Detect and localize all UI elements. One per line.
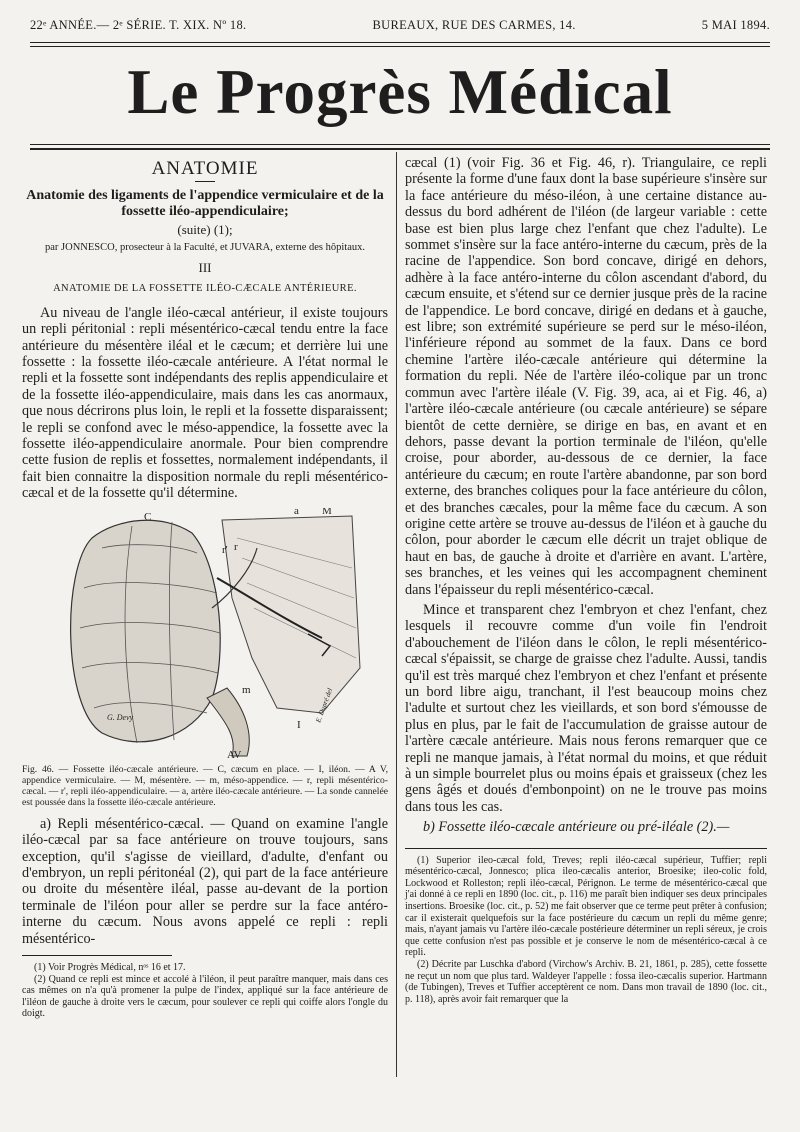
footnote-rule [22,955,172,956]
left-column [22,155,388,1020]
issue-date: 5 MAI 1894. [701,18,770,32]
artist-signature: E. Dupré del [314,686,335,724]
paragraph: Mince et transparent chez l'embryon et chez l'enfant, chez lesquels il recouvre comme d'un voile fin l'endroit d'abouchement de l'iléon dans le côlon, le repli mésentérico-cæcal s'épaissit, se charge de graisse chez l'adulte. Aussi, tandis qu'il est très marqué chez l'embryon et chez l'enfant et présente un bord libre aigu, tranchant, il l'est beaucoup moins chez l'adulte et surtout chez les vieillards, et son bord s'émousse de plus en plus, par le fait de l'accumulation de graisse autour de l'artère cæcale antérieure. Mais nous ferons remarquer que ce repli ne manque jamais, à l'état normal du moins, et que réduit à un simple bourrelet plus ou moins épais et graisseux (chez les gens âgés et doués d'embonpoint) on ne le trouve pas moins dans tous les cas. [405,601,767,815]
masthead-rule-2 [30,148,770,150]
fig-label-av: AV [227,748,242,760]
part-number: III [198,260,212,276]
section-rule [195,181,215,182]
fig-label-a: a [294,507,299,517]
article-title: Anatomie des ligaments de l'appendice vermiculaire et de la fossette iléo-appendiculaire; [26,188,384,220]
fig-label-i: I [297,718,301,731]
footnote: (2) Décrite par Luschka d'abord (Virchow's Archiv. B. 21, 1861, p. 285), cette fossette ne reçut un nom que plus tard. Waldeyer l'appelle : fossa ileo-cæcalis superior. Hartmann (de Tubingen), Treves et Tuffier acceptèrent ce nom. Dans mon travail de 1890 (loc. cit., p. 118), après avoir fait remarquer que la [405,959,767,1005]
fig-label-m-lower: m [242,683,251,696]
figure-46-drawing [22,508,388,760]
engraver-signature: G. Devy [107,712,134,722]
footnote: (2) Quand ce repli est mince et accolé à l'iléon, il peut paraître manquer, mais dans ces cas mêmes on n'a qu'à promener la pulpe de l'index, appliqué sur la face antérieure de l'iléon de gauche à droite vers le cæcum, pour soulever ce repli qui coiffe alors l'ongle du doigt. [22,973,388,1020]
paragraph: Au niveau de l'angle iléo-cæcal antérieur, il existe toujours un repli péritonial : repli mésentérico-cæcal tendu entre la face antérieure du mésentère iléal et le cæcum; et derrière lui une fossette : la fossette iléo-cæcale antérieure. A l'état normal le repli et la fossette sont indépendants des replis appendiculaire et de la fossette iléo-appendiculaire, mais dans les cas anormaux, que nous décrirons plus loin, le repli et la fossette disparaissent; le repli se confond avec le méso-appendice, la fossette avec la fossette iléo-appendiculaire anormale. Pour bien comprendre cette fusion de replis et fossettes, normalement indépendants, il fait bien connaitre la disposition normale du repli mésentérico-cæcal et de la fossette qu'il détermine. [22,304,388,502]
paragraph: cæcal (1) (voir Fig. 36 et Fig. 46, r). Triangulaire, ce repli présente la forme d'une faux dont la base supérieure s'insère sur la face antérieure du méso-iléon, à une certaine distance au-dessus du bord adhérent de l'iléon (de largeur variable : cette base est bien plus large chez l'enfant que chez l'adulte). Le sommet s'insère sur la face antéro-interne du cæcum, près de la racine de l'appendice. Son bord concave, dirigé en dehors, adhère à la face antéro-interne du côlon ascendant d'abord, du cæcum ensuite, et s'étend sur ce dernier jusque près de la racine de l'appendice. Le bord concave, dirigé en dedans et à gauche, est libre; son extrémité supérieure se perd sur le méso-iléon, l'inférieure répond au sommet de la faux. Dans ce bord chemine l'artère iléo-cæcale antérieure qui détermine la formation du repli. Née de l'artère iléo-colique par un tronc commun avec l'artère iléale (V. Fig. 39, aca, ai et Fig. 46, a) l'artère iléo-cæcale antérieure (ou cæcale antérieure) se sépare bientôt de cette dernière, se dirige en bas, en avant et en dehors, passe devant la portion terminale de l'iléon, qu'elle croise, pour aborder, au-dessous de ce dernier, la face antérieure du cæcum; en route l'artère abandonne, par son bord externe, des branches coliques pour la face antérieure du côlon, et des branches cæcales, pour la même face du cæcum. A son origine cette artère se trouve au-dessus de l'iléon et à gauche du côlon, pour aborder le cæcum elle décrit un trajet oblique de haut en bas, de gauche à droite et d'arrière en avant. L'artère, ses branches, et les veines qui les accompagnent cheminent dans l'épaisseur du repli mésentérico-cæcal. [405,155,767,598]
footnote: (1) Superior ileo-cæcal fold, Treves; repli iléo-cæcal supérieur, Tuffier; repli mésentérico-cæcal, Jonnesco; plica ileo-cæcalis anterior, Broesike; ileo-colic fold, Lockwood et Rolleston; repli iléo-cæcal, Pérignon. Le terme de mésentérico-cæcal que j'ai donné à ce repli en 1890 (loc. cit., p. 116) me paraît bien indiquer ses deux principales insertions. Broesike (loc. cit., p. 52) me fait observer que ce terme peut prêter à confusion; car il existerait quelquefois sur la face postérieure du cæcum un repli du même genre; mais, n'ayant jamais vu l'artère iléo-cæcale postérieure déterminer un repli séreux, je crois que cette confusion n'est pas possible et je conserve le nom de mésentérico-cæcal à ce repli. [405,854,767,959]
masthead-title: Le Progrès Médical [127,57,673,127]
paragraph: a) Repli mésentérico-cæcal. — Quand on examine l'angle iléo-cæcal par sa face antérieure on trouve toujours, sans exception, qu'il s'agisse de vieillard, d'adulte, d'enfant ou d'embryon, un repli péritonéal (2), qui part de la face antérieure ou droite du mésentère iléal, passe au-devant de la portion terminale de l'iléon pour aller se perdre sur la face antéro-interne du cæcum. Nous avons appelé ce repli : repli mésentérico- [22,815,388,947]
header-rule-top-2 [30,46,770,47]
fig-label-m: M [322,507,332,517]
office-address: BUREAUX, RUE DES CARMES, 14. [372,18,576,32]
header-rule-top [30,42,770,43]
subsection-heading: ANATOMIE DE LA FOSSETTE ILÉO-CÆCALE ANTÉRIEURE. [53,282,357,294]
figure-caption: Fig. 46. — Fossette iléo-cæcale antérieure. — C, cæcum en place. — I, iléon. — A V, appendice vermiculaire. — M, mésentère. — m, méso-appendice. — r, repli mésentérico-cæcal. — r', repli iléo-appendiculaire. — a, artère iléo-cæcale antérieure. — La sonde cannelée est poussée dans la fossette iléo-cæcale antérieure. [22,763,388,808]
fig-label-c: C [144,510,152,523]
footnote-rule [405,848,767,849]
right-column [405,155,767,1005]
byline: par JONNESCO, prosecteur à la Faculté, et JUVARA, externe des hôpitaux. [45,242,365,254]
anatomical-illustration [22,508,388,760]
fig-label-r: r [234,540,238,553]
fig-label-r-prime: r' [222,543,228,556]
issue-info: 22ᵉ ANNÉE.— 2ᵉ SÉRIE. T. XIX. Nº 18. [30,18,247,32]
running-head [30,18,770,33]
column-divider [396,152,397,1077]
article-suite: (suite) (1); [177,222,233,238]
subsection-heading: b) Fossette iléo-cæcale antérieure ou pré-iléale (2).— [423,819,730,836]
section-title: ANATOMIE [151,158,259,179]
footnote: (1) Voir Progrès Médical, nᵒˢ 16 et 17. [34,961,186,973]
masthead-rule [30,144,770,145]
